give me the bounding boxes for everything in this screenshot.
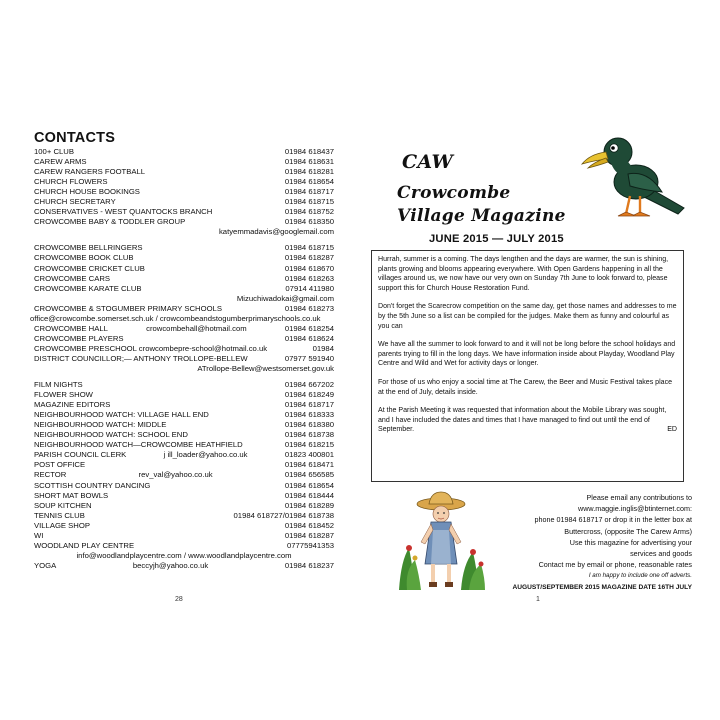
- contact-phone: 01984 618237: [284, 560, 334, 570]
- contact-phone: 01984 618287: [284, 253, 334, 263]
- contact-row: [30, 561, 334, 571]
- contact-phone: 01823 400801: [284, 450, 334, 460]
- contact-phone: 01984 618281: [284, 167, 334, 177]
- contact-phone: 01984 618654: [284, 480, 334, 490]
- contact-phone: 01984 618717: [284, 400, 334, 410]
- contact-row: [30, 541, 334, 551]
- footer-line: Contact me by email or phone, reasonable rates: [538, 560, 692, 570]
- contact-row: [30, 227, 334, 237]
- contact-name: SCOTTISH COUNTRY DANCING: [34, 480, 151, 490]
- contact-name: FILM NIGHTS: [34, 380, 83, 390]
- contact-row: [30, 294, 334, 304]
- contact-email: j ill_loader@yahoo.co.uk: [163, 450, 248, 460]
- contact-phone: ATrollope-Bellew@westsomerset.gov.uk: [197, 363, 334, 373]
- contact-row: [30, 531, 334, 541]
- contact-name: CROWCOMBE CRICKET CLUB: [34, 263, 145, 273]
- contact-phone: 01984 618715: [284, 243, 334, 253]
- right-page-number: 1: [536, 596, 540, 603]
- contact-row: [30, 207, 334, 217]
- contact-list: [30, 147, 334, 571]
- magazine-title-caw: CAW: [402, 151, 454, 173]
- contacts-page: [30, 130, 334, 571]
- contact-row: [30, 243, 334, 253]
- contact-phone: 01984 618333: [284, 410, 334, 420]
- crow-illustration: [578, 130, 690, 226]
- contact-name: CROWCOMBE CARS: [34, 273, 111, 283]
- contact-phone: 01984 618249: [284, 390, 334, 400]
- contact-phone: 01984 656585: [284, 470, 334, 480]
- contact-phone: 01984 618254: [284, 323, 334, 333]
- contact-row: [30, 157, 334, 167]
- contact-row: [30, 217, 334, 227]
- contact-row: [30, 284, 334, 294]
- contact-name: CROWCOMBE KARATE CLUB: [34, 283, 142, 293]
- contact-phone: 01984 618624: [284, 333, 334, 343]
- deadline-notice: AUGUST/SEPTEMBER 2015 MAGAZINE DATE 16TH JULY: [512, 583, 692, 591]
- contact-phone: 01984 618654: [284, 177, 334, 187]
- contact-row: [30, 304, 334, 314]
- contact-row: [30, 400, 334, 410]
- contact-name: SOUP KITCHEN: [34, 500, 92, 510]
- contact-row: [30, 481, 334, 491]
- contact-row: [30, 410, 334, 420]
- contact-phone: Mizuchiwadokai@gmail.com: [236, 293, 334, 303]
- contact-row: [30, 501, 334, 511]
- contact-email: www.maggie.inglis@btinternet.com:: [578, 504, 692, 514]
- contact-name: CONSERVATIVES - WEST QUANTOCKS BRANCH: [34, 207, 213, 217]
- contact-name: CROWCOMBE BOOK CLUB: [34, 253, 134, 263]
- footer-line: phone 01984 618717 or drop it in the letter box at: [534, 515, 692, 525]
- contact-phone: 01984 618715: [284, 197, 334, 207]
- editorial-paragraph: [378, 406, 677, 435]
- contact-phone: 01984 618273: [284, 303, 334, 313]
- contact-email: rev_val@yahoo.co.uk: [138, 470, 213, 480]
- contact-name: DISTRICT COUNCILLOR;— ANTHONY TROLLOPE-BELLEW: [34, 353, 248, 363]
- contact-name: CHURCH SECRETARY: [34, 197, 116, 207]
- contact-phone: 01984 618752: [284, 207, 334, 217]
- contact-row: [30, 253, 334, 263]
- contact-name: NEIGHBOURHOOD WATCH: SCHOOL END: [34, 430, 188, 440]
- contact-name: CROWCOMBE BELLRINGERS: [34, 243, 143, 253]
- contact-phone: 01984 618727/01984 618738: [233, 510, 334, 520]
- contact-row: [30, 390, 334, 400]
- contact-row: [30, 364, 334, 374]
- contact-row: [30, 147, 334, 157]
- contact-phone: 01984 618263: [284, 273, 334, 283]
- contact-name: CROWCOMBE BABY & TODDLER GROUP: [34, 217, 186, 227]
- contact-row: [30, 274, 334, 284]
- contact-name: CAREW ARMS: [34, 157, 87, 167]
- contact-phone: 01984 618738: [284, 430, 334, 440]
- editorial-paragraph: We have all the summer to look forward to and it will not be long before the school holidays and parents trying to fill in the long days. We have information inside about Playday, Woodland Play Centre and Wild and Wet for activity days or longer.: [378, 341, 676, 368]
- contact-row: [30, 521, 334, 531]
- contact-row: [30, 334, 334, 344]
- editorial-paragraph: For those of us who enjoy a social time at The Carew, the Beer and Music Festival takes place at the end of July, details inside.: [378, 378, 673, 396]
- contact-row: [30, 324, 334, 334]
- left-page-number: 28: [175, 596, 183, 603]
- contact-phone: 01984 618631: [284, 157, 334, 167]
- contact-phone: 01984 618380: [284, 420, 334, 430]
- contact-row: [30, 380, 334, 390]
- contact-phone: 01984 618670: [284, 263, 334, 273]
- contact-phone: 01984 618471: [284, 460, 334, 470]
- magazine-title-village-magazine: Village Magazine: [397, 206, 566, 226]
- contact-row: [30, 511, 334, 521]
- contact-email: info@woodlandplaycentre.com / www.woodlandplaycentre.com: [76, 550, 292, 560]
- contact-name: CROWCOMBE PRESCHOOL crowcombepre-school@hotmail.co.uk: [34, 343, 268, 353]
- contact-phone: 01984 618717: [284, 187, 334, 197]
- contact-phone: 01984 618444: [284, 490, 334, 500]
- contact-row: [30, 551, 334, 561]
- contact-name: YOGA: [34, 560, 57, 570]
- contact-phone: 01984 618437: [284, 147, 334, 156]
- contact-name: NEIGHBOURHOOD WATCH: MIDDLE: [34, 420, 167, 430]
- footer-line: Buttercross, (opposite The Carew Arms): [564, 526, 692, 536]
- contacts-heading: CONTACTS: [34, 130, 116, 146]
- gardener-illustration: [395, 490, 487, 590]
- contact-name: FLOWER SHOW: [34, 390, 93, 400]
- contact-row: [30, 167, 334, 177]
- contact-name: CROWCOMBE PLAYERS: [34, 333, 124, 343]
- contact-email: beccyjh@yahoo.co.uk: [132, 560, 209, 570]
- contact-name: PARISH COUNCIL CLERK: [34, 450, 127, 460]
- contact-phone: 01984 618287: [284, 530, 334, 540]
- contact-phone: 07977 591940: [284, 353, 334, 363]
- contact-name: MAGAZINE EDITORS: [34, 400, 111, 410]
- contact-name: CROWCOMBE HALL: [34, 323, 108, 333]
- issue-dates: JUNE 2015 — JULY 2015: [429, 233, 564, 245]
- contact-phone: 01984 618452: [284, 520, 334, 530]
- contact-phone: 07775941353: [286, 540, 334, 550]
- contact-row: [30, 264, 334, 274]
- contact-phone: 01984 618215: [284, 440, 334, 450]
- contact-name: CAREW RANGERS FOOTBALL: [34, 167, 146, 177]
- contact-phone: 01984 667202: [284, 380, 334, 390]
- contact-phone: 01984 618350: [284, 217, 334, 227]
- editorial-paragraph: Don't forget the Scarecrow competition on the same day, get those names and addresses to me by the 5th June so a list can be compiled for the judges. Make them as funny and colourful as you can: [378, 303, 677, 330]
- editorial-box: [371, 250, 684, 482]
- contact-row: [30, 470, 334, 480]
- editorial-paragraph-text: At the Parish Meeting it was requested that information about the Mobile Library was sought, and I have included the dates and times that I have managed to find out until the end of September.: [378, 407, 667, 434]
- contact-name: NEIGHBOURHOOD WATCH—CROWCOMBE HEATHFIELD: [34, 440, 243, 450]
- contact-row: [30, 314, 334, 324]
- contact-row: [30, 460, 334, 470]
- contact-name: office@crowcombe.somerset.sch.uk / crowcombeandstogumberprimaryschools.co.uk: [30, 313, 321, 323]
- editorial-paragraph: Hurrah, summer is a coming. The days lengthen and the days are warmer, the sun is shining, plants growing and blooms appearing everywhere. With Open Gardens happening in all the villages around us, we now have our very own on Sunday 7th June to look forward to, please support this for Church House Restoration Fund.: [378, 256, 669, 292]
- contact-phone: 01984: [312, 343, 334, 353]
- contact-name: NEIGHBOURHOOD WATCH: VILLAGE HALL END: [34, 410, 209, 420]
- contact-name: WI: [34, 530, 44, 540]
- contact-row: [30, 187, 334, 197]
- contribution-info: [492, 492, 692, 593]
- contact-name: CHURCH FLOWERS: [34, 177, 108, 187]
- contact-row: [30, 197, 334, 207]
- contact-row: [30, 177, 334, 187]
- contact-row: [30, 450, 334, 460]
- contact-row: [30, 420, 334, 430]
- contact-name: WOODLAND PLAY CENTRE: [34, 540, 135, 550]
- contact-row: [30, 491, 334, 501]
- contact-name: CHURCH HOUSE BOOKINGS: [34, 187, 140, 197]
- contact-row: [30, 430, 334, 440]
- contact-phone: 07914 411980: [285, 283, 334, 293]
- contact-row: [30, 354, 334, 364]
- contact-name: SHORT MAT BOWLS: [34, 490, 109, 500]
- contact-name: RECTOR: [34, 470, 67, 480]
- contact-name: 100+ CLUB: [34, 147, 74, 156]
- contact-phone: katyemmadavis@googlemail.com: [218, 227, 334, 237]
- footer-line: services and goods: [630, 549, 692, 559]
- footer-line: Please email any contributions to: [586, 493, 692, 502]
- editor-signature: ED: [667, 426, 677, 434]
- contact-name: POST OFFICE: [34, 460, 86, 470]
- contact-name: CROWCOMBE & STOGUMBER PRIMARY SCHOOLS: [34, 303, 222, 313]
- contact-row: [30, 440, 334, 450]
- contact-row: [30, 344, 334, 354]
- footer-note: I am happy to include one off adverts.: [588, 572, 692, 580]
- contact-name: TENNIS CLUB: [34, 510, 85, 520]
- footer-line: Use this magazine for advertising your: [569, 537, 692, 547]
- contact-name: VILLAGE SHOP: [34, 520, 90, 530]
- contact-email: crowcombehall@hotmail.com: [146, 323, 247, 333]
- magazine-title-crowcombe: Crowcombe: [397, 183, 511, 203]
- contact-phone: 01984 618289: [284, 500, 334, 510]
